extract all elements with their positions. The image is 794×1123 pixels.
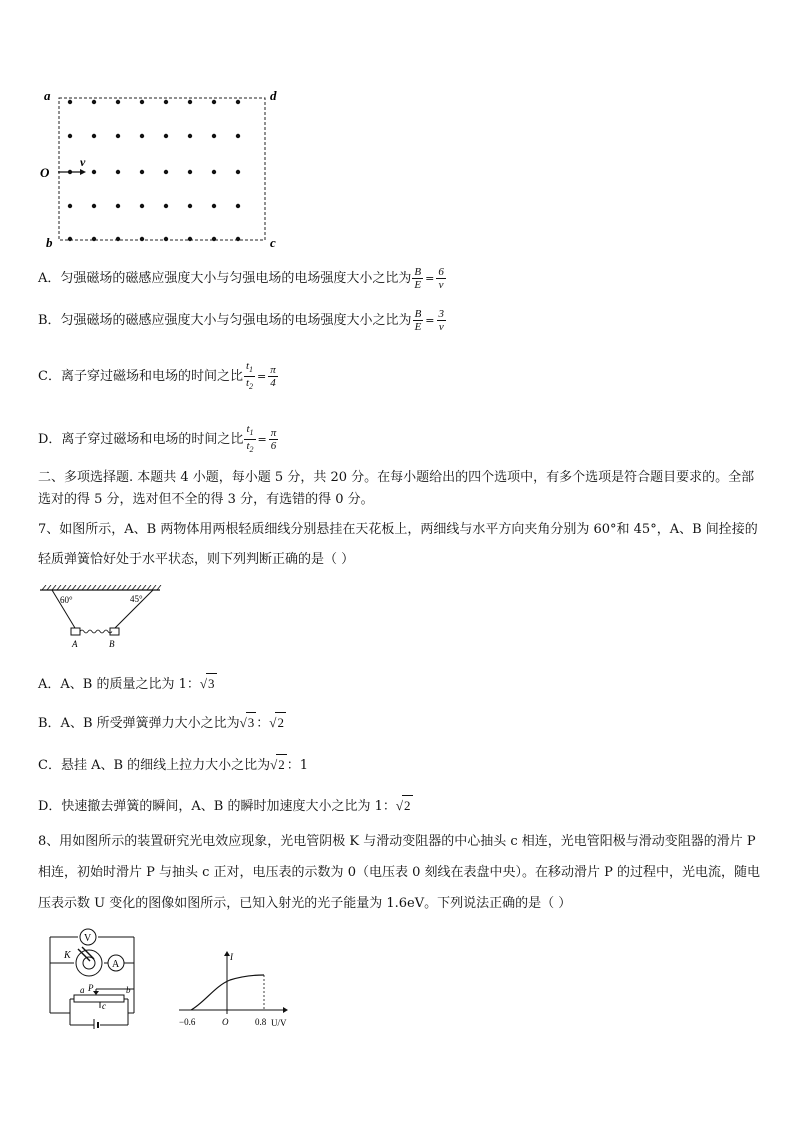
q7-option-b-text: B．A、B 所受弹簧弹力大小之比为 [38,716,240,731]
hatch-line [97,585,101,590]
corner-c-label: c [270,235,276,250]
field-dot [212,134,216,138]
voltmeter-label: V [84,933,92,944]
corner-b-label: b [46,235,53,250]
label-a: a [80,985,85,995]
hatch-line [147,585,151,590]
frac-den: $t_2$ [245,377,254,392]
q6-option-a-ratio [436,266,446,291]
ratio-den: v [437,320,447,333]
field-region-figure [36,84,296,254]
q6-option-c [38,360,279,393]
y-axis-label: I [230,952,233,962]
label-p: P [88,983,94,993]
field-dot [116,237,120,241]
label-b: b [126,985,131,995]
q8-stem: 8、用如图所示的装置研究光电效应现象，光电管阴极 K 与滑动变阻器的中心抽头 c 相连，光电管阳极与滑动变阻器的滑片 P 相连，初始时滑片 P 与抽头 c 正对，电压表的示数为 0（电压表 0 刻线在表盘中央）。在移动滑片 P 的过程中，光电流，随电压表示数 U 变化的图像如图所示，已知入射光的光子能量为 1.6eV。下列说法正确的是（ ） [38,834,761,911]
hatch-line [67,585,71,590]
ratio-den: 4 [268,376,278,389]
q6-option-c-text: C．离子穿过磁场和电场的时间之比 [38,369,243,385]
ratio-sep: ： [256,716,270,731]
radicand: 3 [246,712,257,733]
ratio-num: π [270,427,277,440]
field-dot [188,204,192,208]
frac-num: $t_1$ [245,360,254,375]
radicand: 2 [402,795,413,816]
q6-option-b-ratio [437,308,447,333]
origin-label: O [40,165,50,180]
field-dot [188,170,192,174]
hatch-line [102,585,106,590]
field-dot [236,170,240,174]
q7-option-a-text: A．A、B 的质量之比为 1： [38,677,200,692]
field-dot [164,100,168,104]
sqrt-3: √3 [240,712,257,733]
field-dot [140,204,144,208]
q7-option-b [38,712,286,734]
field-dot [92,134,96,138]
velocity-label: v [80,155,86,169]
field-dot [140,134,144,138]
field-dot [188,100,192,104]
hatch-line [137,585,141,590]
q6-option-d-fraction [244,423,255,456]
label-b: B [109,639,115,649]
spring [80,630,112,633]
field-dot [92,237,96,241]
frac-num: B [414,266,422,278]
hatch-line [157,585,161,590]
q8-current-voltage-graph [175,950,295,1030]
hatch-line [57,585,61,590]
hatch-line [47,585,51,590]
ammeter-label: A [112,959,120,970]
q6-option-d [38,423,279,456]
ratio-den: v [436,278,446,291]
q7-option-c-text: C．悬挂 A、B 的细线上拉力大小之比为 [38,758,271,773]
field-dot [140,100,144,104]
frac-den: E [414,279,422,291]
section-2-instructions: 二、多项选择题. 本题共 4 小题，每小题 5 分，共 20 分。在每小题给出的四个选项中，有多个选项是符合题目要求的。全部选对的得 5 分，选对但不全的得 3 分，有选错的得 0 分。 [38,470,755,507]
field-dot [92,100,96,104]
q6-option-b [38,308,447,333]
q7-option-a [38,673,217,695]
field-dot [212,170,216,174]
q7-option-d [38,795,413,817]
hatch-line [52,585,56,590]
equals: = [257,369,267,383]
equals: = [425,313,435,327]
field-dot [140,170,144,174]
field-dot [212,204,216,208]
q6-option-d-ratio [269,427,279,452]
tick-neg: −0.6 [179,1017,196,1027]
label-c: c [102,1001,106,1011]
field-dot [236,100,240,104]
field-dot [164,204,168,208]
hatch-line [152,585,156,590]
equals: = [425,271,435,285]
field-dot [68,237,72,241]
field-dot [164,237,168,241]
field-dot [164,134,168,138]
x-axis-arrow [283,1007,288,1013]
hatch-line [87,585,91,590]
ratio-num: 6 [438,266,444,278]
hatch-line [92,585,96,590]
hatch-line [107,585,111,590]
ratio-num: 3 [438,308,445,320]
hatch-line [127,585,131,590]
corner-a-label: a [44,88,51,103]
hatch-line [132,585,136,590]
q6-option-b-text: B．匀强磁场的磁感应强度大小与匀强电场的电场强度大小之比为 [38,313,412,328]
q7-stem: 7、如图所示，A、B 两物体用两根轻质细线分别悬挂在天花板上，两细线与水平方向夹角分别为 60°和 45°，A、B 间拴接的轻质弹簧恰好处于水平状态，则下列判断正确的是（ ） [38,522,758,567]
field-dot [116,170,120,174]
radicand: 2 [275,712,286,733]
radicand: 2 [276,754,287,775]
hatch-line [117,585,121,590]
field-dot [68,204,72,208]
q6-option-a-text: A．匀强磁场的磁感应强度大小与匀强电场的电场强度大小之比为 [38,271,412,286]
sqrt-2: √2 [269,712,286,733]
sqrt-2: √2 [396,795,413,816]
field-dot [212,100,216,104]
field-dot [212,237,216,241]
hatch-line [142,585,146,590]
q6-option-b-fraction [413,308,424,333]
q7-option-d-text: D．快速撤去弹簧的瞬间，A、B 的瞬时加速度大小之比为 1： [38,799,396,814]
label-a: A [72,639,78,649]
field-dot [236,134,240,138]
sqrt-2: √2 [270,754,287,775]
q7-option-c-post: ：1 [286,758,309,773]
block-a [71,628,80,635]
hatch-line [112,585,116,590]
hatch-line [72,585,76,590]
block-b [110,628,119,635]
field-boundary [59,98,265,240]
hatch-line [122,585,126,590]
ratio-num: π [270,364,276,377]
angle-45-label: 45° [130,594,143,604]
radicand: 3 [206,673,217,694]
field-dots [68,100,240,241]
frac-num: $t_1$ [246,423,254,438]
rheostat [74,995,124,1002]
q7-figure [38,585,168,651]
q6-option-a [38,266,447,291]
slider-p-arrow [93,991,99,995]
hatch-line [62,585,66,590]
q6-option-c-fraction [244,360,255,393]
sqrt-3: √3 [200,673,217,694]
corner-d-label: d [270,88,277,103]
equals: = [257,432,267,446]
field-dot [164,170,168,174]
q7-option-c [38,754,308,776]
field-dot [188,134,192,138]
x-axis-label: U/V [271,1018,287,1028]
hatch-line [82,585,86,590]
frac-num: B [414,308,422,320]
field-dot [116,204,120,208]
cathode-label: K [64,950,71,961]
field-dot [236,204,240,208]
field-dot [188,237,192,241]
field-dot [116,134,120,138]
hatch-line [77,585,81,590]
field-dot [92,204,96,208]
tick-pos: 0.8 [255,1017,267,1027]
hatch-line [42,585,46,590]
frac-den: E [414,321,422,333]
angle-60-label: 60° [60,595,73,605]
field-dot [68,134,72,138]
q8-circuit-diagram [42,925,152,1030]
velocity-arrowhead [80,169,86,175]
q6-option-a-fraction [412,266,423,291]
q6-option-c-ratio [268,364,278,389]
field-dot [236,237,240,241]
q6-option-d-text: D．离子穿过磁场和电场的时间之比 [38,432,244,448]
field-dot [68,100,72,104]
field-dot [140,237,144,241]
tick-zero: O [222,1017,229,1027]
ceiling-hatching [42,585,161,590]
field-dot [116,100,120,104]
ratio-den: 6 [269,439,279,452]
frac-den: $t_2$ [246,440,254,455]
field-dot [92,170,96,174]
